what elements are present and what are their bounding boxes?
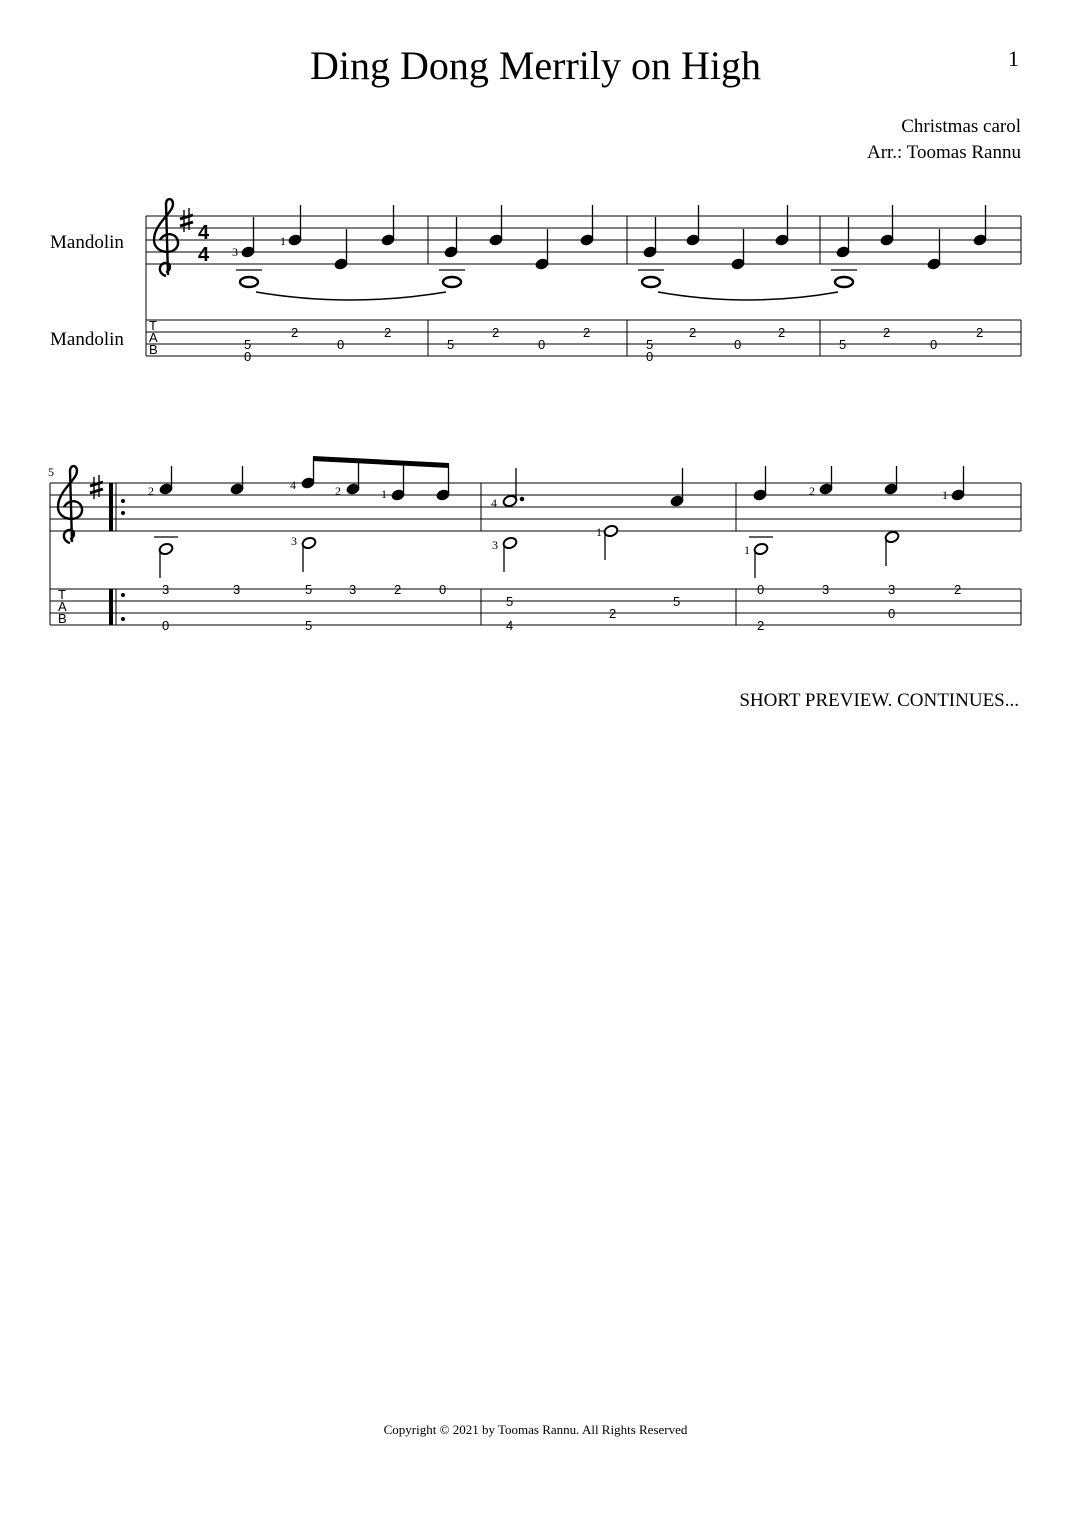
fingering: 1 bbox=[744, 543, 750, 557]
tab-number: 0 bbox=[337, 337, 345, 352]
tab-number: 5 bbox=[839, 337, 847, 352]
tab-number: 2 bbox=[583, 325, 591, 340]
time-sig-bottom: 4 bbox=[198, 244, 210, 266]
tab-number: 0 bbox=[538, 337, 546, 352]
fingering: 2 bbox=[809, 484, 815, 498]
system-2-notes bbox=[159, 456, 965, 508]
page-title: Ding Dong Merrily on High bbox=[309, 43, 762, 88]
tab-number: 0 bbox=[888, 606, 896, 621]
system-1-notes bbox=[241, 205, 987, 270]
tab-number: 0 bbox=[930, 337, 938, 352]
fingering: 3 bbox=[492, 538, 498, 552]
fingering: 1 bbox=[381, 487, 387, 501]
tab-number: 3 bbox=[822, 582, 830, 597]
tab-instrument-label: Mandolin bbox=[50, 329, 124, 350]
fingering: 3 bbox=[232, 245, 238, 259]
tab-number: 5 bbox=[447, 337, 455, 352]
tab-number: 2 bbox=[291, 325, 299, 340]
fingering: 3 bbox=[291, 534, 297, 548]
tab-number: 5 bbox=[673, 594, 681, 609]
fingering: 4 bbox=[491, 496, 497, 510]
tab-clef-b: B bbox=[149, 342, 158, 357]
tab-number: 4 bbox=[506, 618, 514, 633]
tab-number: 3 bbox=[162, 582, 170, 597]
tab-number: 0 bbox=[646, 349, 654, 364]
copyright-notice: Copyright © 2021 by Toomas Rannu. All Rights Reserved bbox=[383, 1422, 688, 1437]
tab-number: 5 bbox=[506, 594, 514, 609]
tab-clef-a: A bbox=[58, 599, 67, 614]
system-1-bass bbox=[236, 270, 857, 300]
tab-number: 5 bbox=[305, 582, 313, 597]
tab-number: 3 bbox=[888, 582, 896, 597]
tab-number: 2 bbox=[757, 618, 765, 633]
tab-number: 2 bbox=[883, 325, 891, 340]
preview-notice: SHORT PREVIEW. CONTINUES... bbox=[739, 690, 1019, 711]
tab-number: 0 bbox=[244, 349, 252, 364]
tab-number: 0 bbox=[734, 337, 742, 352]
fingering: 1 bbox=[942, 488, 948, 502]
tab-number: 0 bbox=[757, 582, 765, 597]
arranger-credit: Arr.: Toomas Rannu bbox=[866, 142, 1021, 163]
fingering: 2 bbox=[335, 484, 341, 498]
tab-number: 3 bbox=[233, 582, 241, 597]
tab-number: 2 bbox=[689, 325, 697, 340]
tab-number: 2 bbox=[384, 325, 392, 340]
tab-number: 2 bbox=[976, 325, 984, 340]
composer-credit: Christmas carol bbox=[901, 116, 1021, 137]
fingering: 1 bbox=[596, 525, 602, 539]
measure-number: 5 bbox=[48, 465, 54, 479]
system-2-bass bbox=[154, 524, 900, 578]
tab-clef-a: A bbox=[149, 330, 158, 345]
tab-number: 5 bbox=[646, 337, 654, 352]
tab-number: 2 bbox=[609, 606, 617, 621]
tab-clef-t: T bbox=[149, 318, 157, 333]
system-2 bbox=[50, 466, 1021, 626]
tab-number: 2 bbox=[778, 325, 786, 340]
tab-number: 2 bbox=[394, 582, 402, 597]
tab-number: 5 bbox=[244, 337, 252, 352]
tab-number: 5 bbox=[305, 618, 313, 633]
fingering: 4 bbox=[290, 478, 296, 492]
tab-number: 2 bbox=[954, 582, 962, 597]
tab-number: 0 bbox=[162, 618, 170, 633]
tab-number: 3 bbox=[349, 582, 357, 597]
page-number: 1 bbox=[1008, 46, 1019, 71]
time-sig-top: 4 bbox=[198, 222, 210, 244]
staff-instrument-label: Mandolin bbox=[50, 232, 124, 253]
fingering: 2 bbox=[148, 484, 154, 498]
tab-clef-b: B bbox=[58, 611, 67, 626]
tab-number: 2 bbox=[492, 325, 500, 340]
tab-clef-t: T bbox=[58, 587, 66, 602]
tab-number: 0 bbox=[439, 582, 447, 597]
fingering: 1 bbox=[280, 234, 286, 248]
